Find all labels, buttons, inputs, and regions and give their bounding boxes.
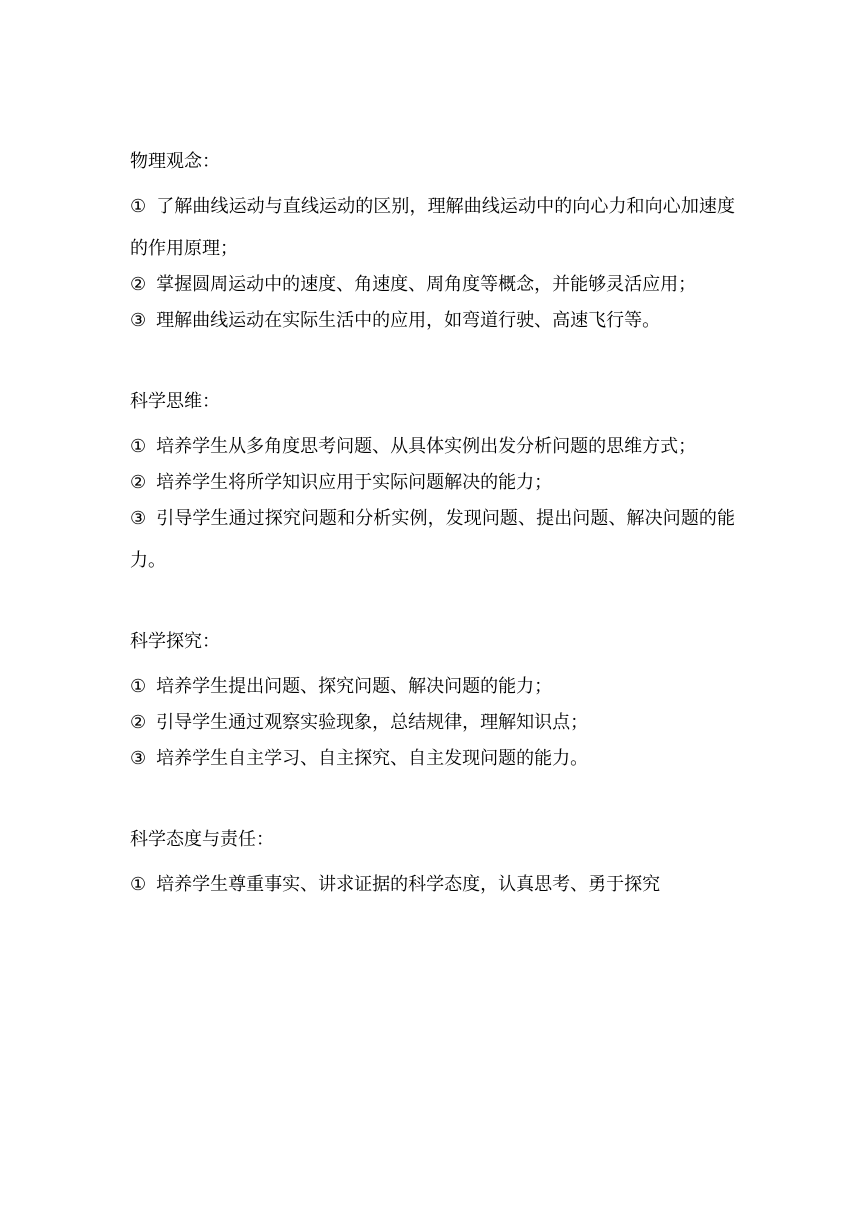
list-item [130, 864, 735, 906]
item-text: 理解曲线运动在实际生活中的应用，如弯道行驶、高速飞行等。 [156, 310, 661, 331]
item-text: 培养学生将所学知识应用于实际问题解决的能力； [156, 472, 553, 493]
section-heading: 科学态度与责任： [130, 829, 274, 850]
item-text: 培养学生从多角度思考问题、从具体实例出发分析问题的思维方式； [156, 436, 697, 457]
item-number: ① [130, 676, 147, 697]
item-text: 培养学生提出问题、探究问题、解决问题的能力； [156, 676, 553, 697]
list-item [130, 738, 735, 780]
item-text: 培养学生自主学习、自主探究、自主发现问题的能力。 [156, 748, 589, 769]
section-scientific-thinking [130, 390, 735, 582]
item-number: ① [130, 436, 147, 457]
item-number: ② [130, 712, 147, 733]
list-item [130, 186, 735, 270]
item-text: 掌握圆周运动中的速度、角速度、周角度等概念，并能够灵活应用； [156, 274, 697, 295]
item-number: ③ [130, 508, 147, 529]
section-heading: 科学探究： [130, 631, 220, 652]
item-number: ① [130, 196, 147, 217]
section-heading: 科学思维： [130, 391, 220, 412]
item-number: ③ [130, 748, 147, 769]
item-text: 培养学生尊重事实、讲求证据的科学态度，认真思考、勇于探究 [156, 874, 661, 895]
section-heading: 物理观念： [130, 151, 220, 172]
document-page [130, 150, 735, 954]
section-scientific-attitude [130, 828, 735, 906]
item-number: ③ [130, 310, 147, 331]
item-number: ② [130, 274, 147, 295]
item-number: ① [130, 874, 147, 895]
section-physics-concepts [130, 150, 735, 342]
list-item [130, 300, 735, 342]
item-text: 了解曲线运动与直线运动的区别，理解曲线运动中的向心力和向心加速度的作用原理； [130, 196, 736, 259]
list-item [130, 498, 735, 582]
item-text: 引导学生通过观察实验现象，总结规律，理解知识点； [156, 712, 589, 733]
item-text: 引导学生通过探究问题和分析实例，发现问题、提出问题、解决问题的能力。 [130, 508, 736, 571]
section-scientific-inquiry [130, 630, 735, 780]
item-number: ② [130, 472, 147, 493]
